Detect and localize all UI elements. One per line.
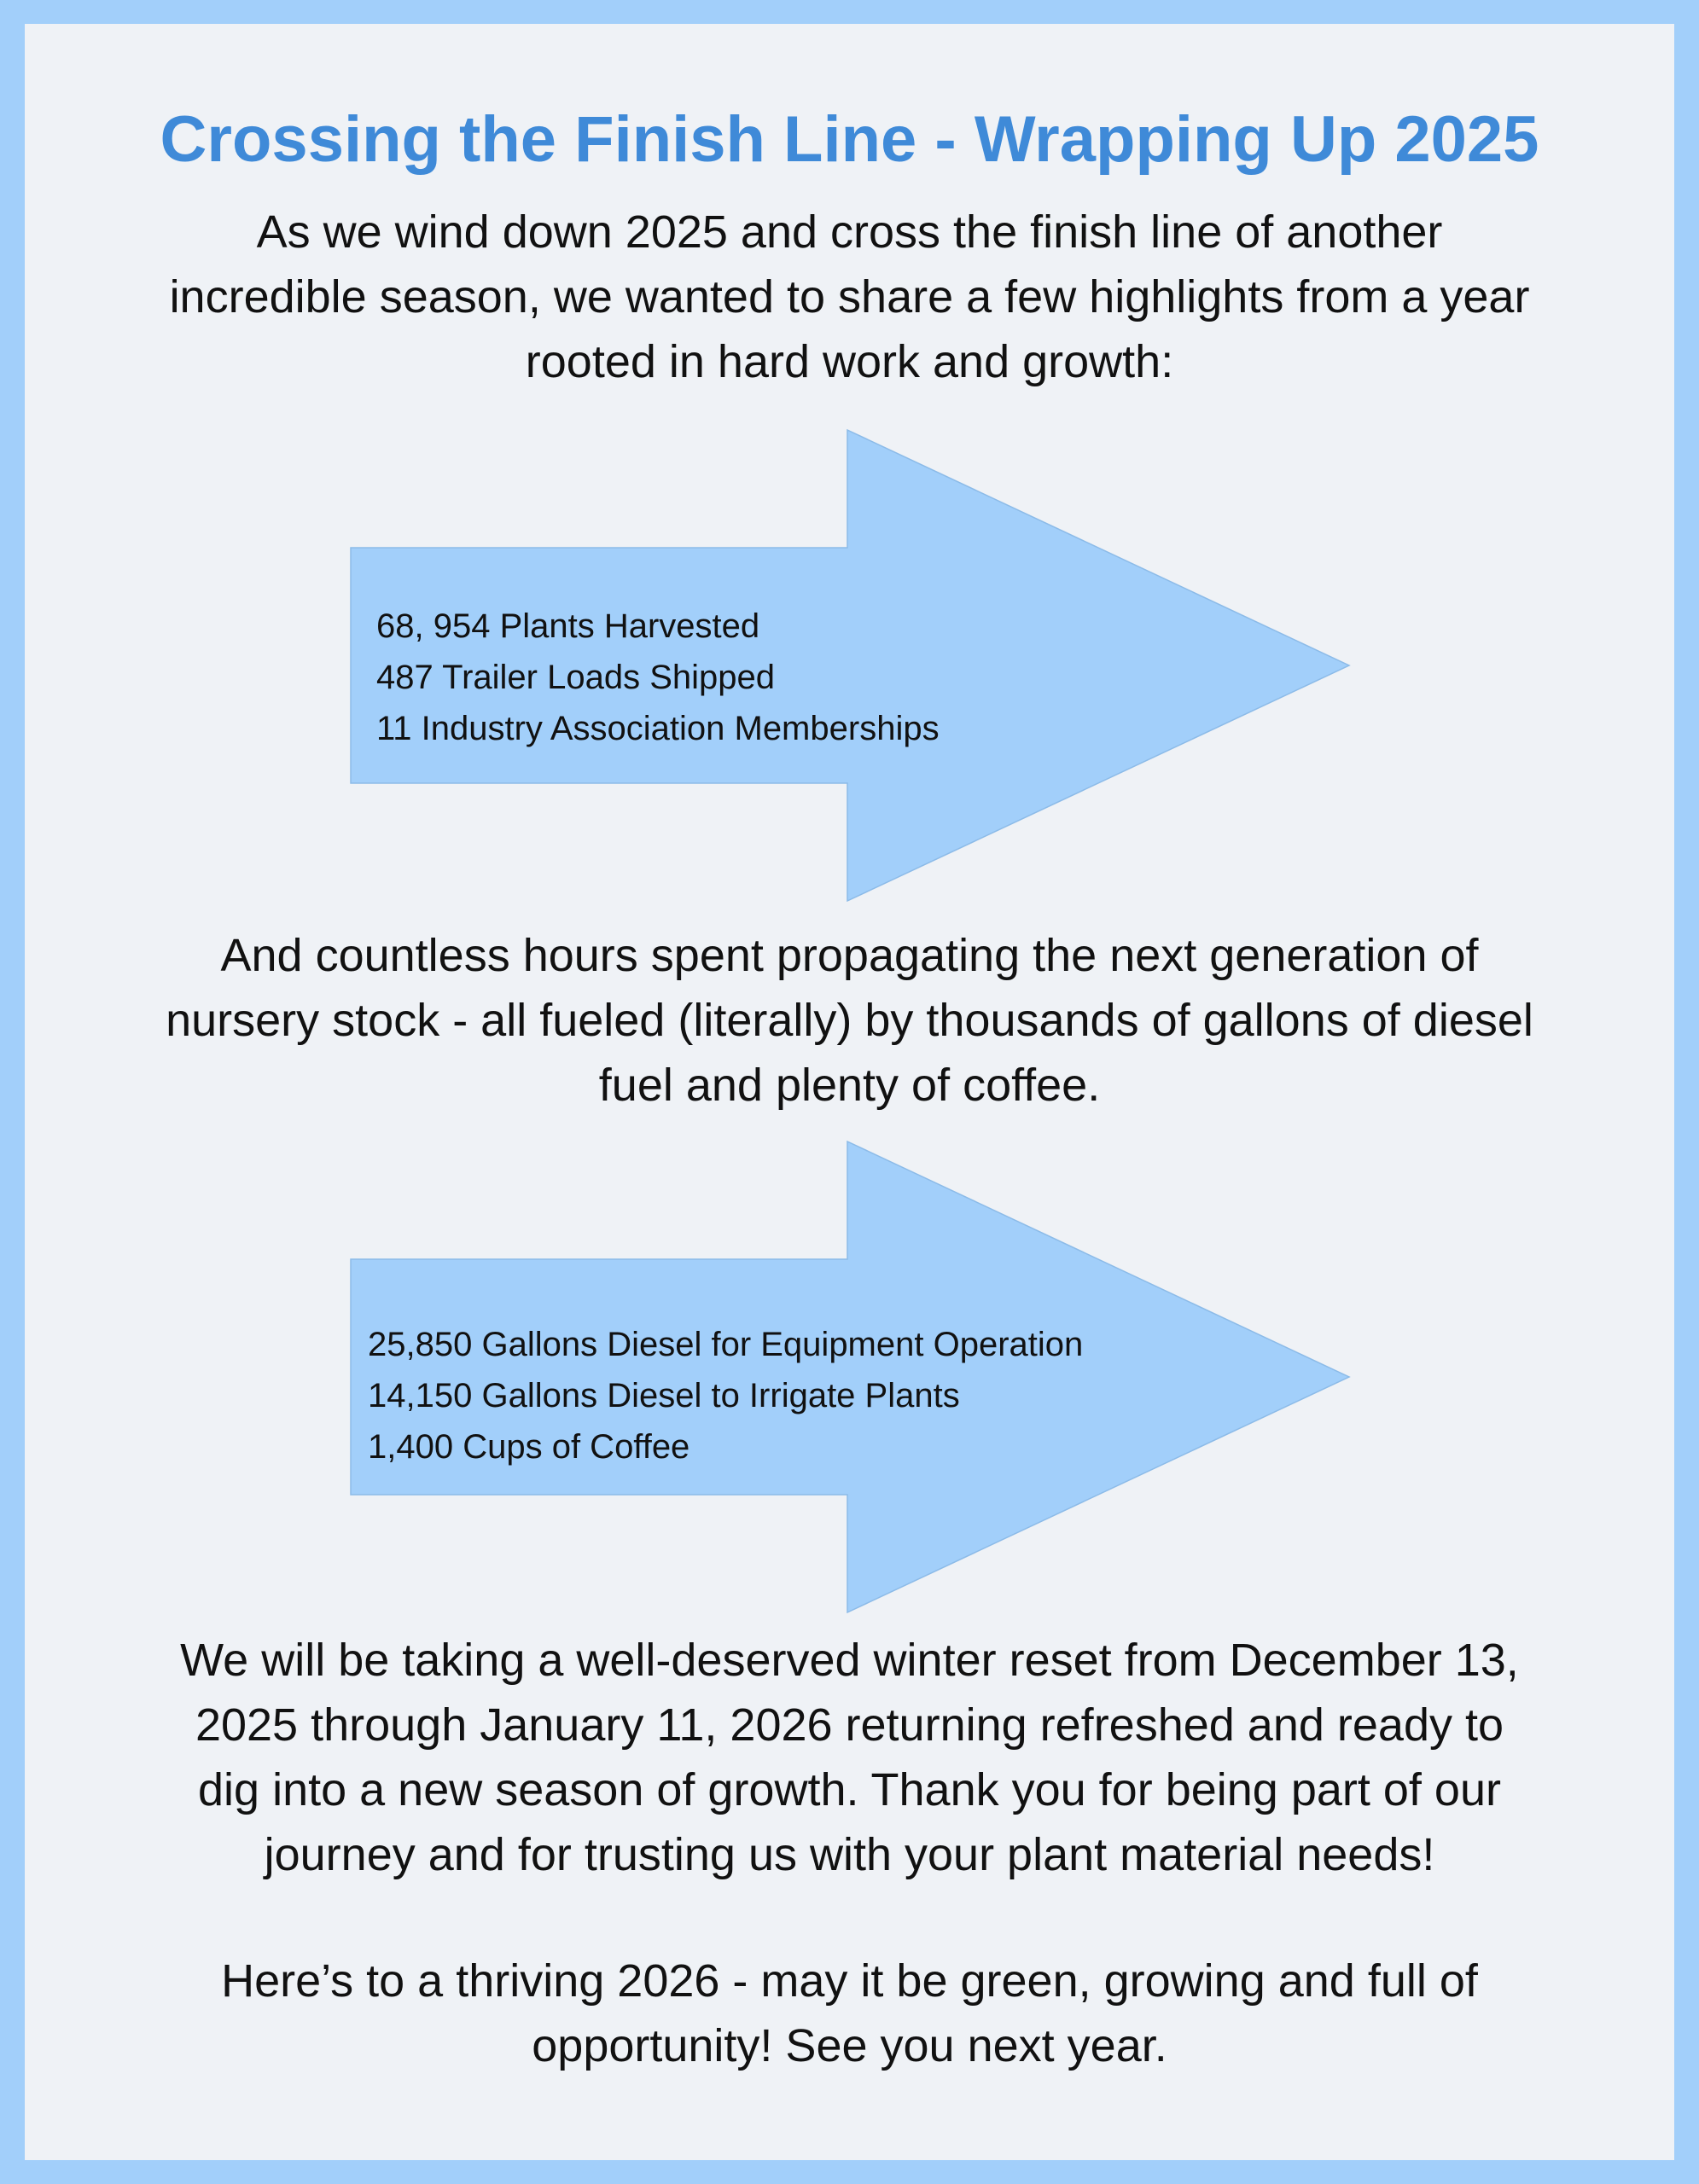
highlights-list <box>368 1319 1083 1472</box>
intro-line: incredible season, we wanted to share a few highlights from a year <box>169 271 1530 322</box>
closing-paragraph <box>119 1628 1580 1887</box>
page-title: Crossing the Finish Line - Wrapping Up 2025 <box>160 103 1539 176</box>
highlights-arrow-fuel <box>351 1141 1349 1612</box>
highlights-arrow-harvest <box>351 430 1349 901</box>
intro-paragraph <box>119 200 1580 394</box>
closing-line: dig into a new season of growth. Thank you for being part of our <box>198 1764 1501 1815</box>
intro-line: rooted in hard work and growth: <box>525 336 1174 387</box>
closing-line: 2025 through January 11, 2026 returning refreshed and ready to <box>195 1699 1504 1751</box>
middle-line: nursery stock - all fueled (literally) by thousands of gallons of diesel <box>166 995 1533 1046</box>
highlight-item: 1,400 Cups of Coffee <box>368 1428 690 1466</box>
signoff-line: opportunity! See you next year. <box>532 2020 1167 2071</box>
signoff-paragraph <box>119 1949 1580 2078</box>
highlight-item: 487 Trailer Loads Shipped <box>376 659 775 696</box>
middle-line: fuel and plenty of coffee. <box>598 1060 1101 1111</box>
signoff-line: Here’s to a thriving 2026 - may it be green, growing and full of <box>221 1955 1478 2007</box>
highlights-list <box>376 601 940 754</box>
highlight-item: 25,850 Gallons Diesel for Equipment Operation <box>368 1326 1084 1363</box>
middle-line: And countless hours spent propagating the next generation of <box>220 930 1479 981</box>
closing-line: We will be taking a well-deserved winter reset from December 13, <box>180 1635 1519 1686</box>
highlight-item: 14,150 Gallons Diesel to Irrigate Plants <box>368 1377 960 1414</box>
highlight-item: 68, 954 Plants Harvested <box>376 607 760 645</box>
closing-line: journey and for trusting us with your plant material needs! <box>264 1829 1435 1880</box>
intro-line: As we wind down 2025 and cross the finish line of another <box>256 206 1443 258</box>
flyer-panel <box>25 24 1674 2160</box>
middle-paragraph <box>119 923 1580 1118</box>
highlight-item: 11 Industry Association Memberships <box>376 710 940 747</box>
